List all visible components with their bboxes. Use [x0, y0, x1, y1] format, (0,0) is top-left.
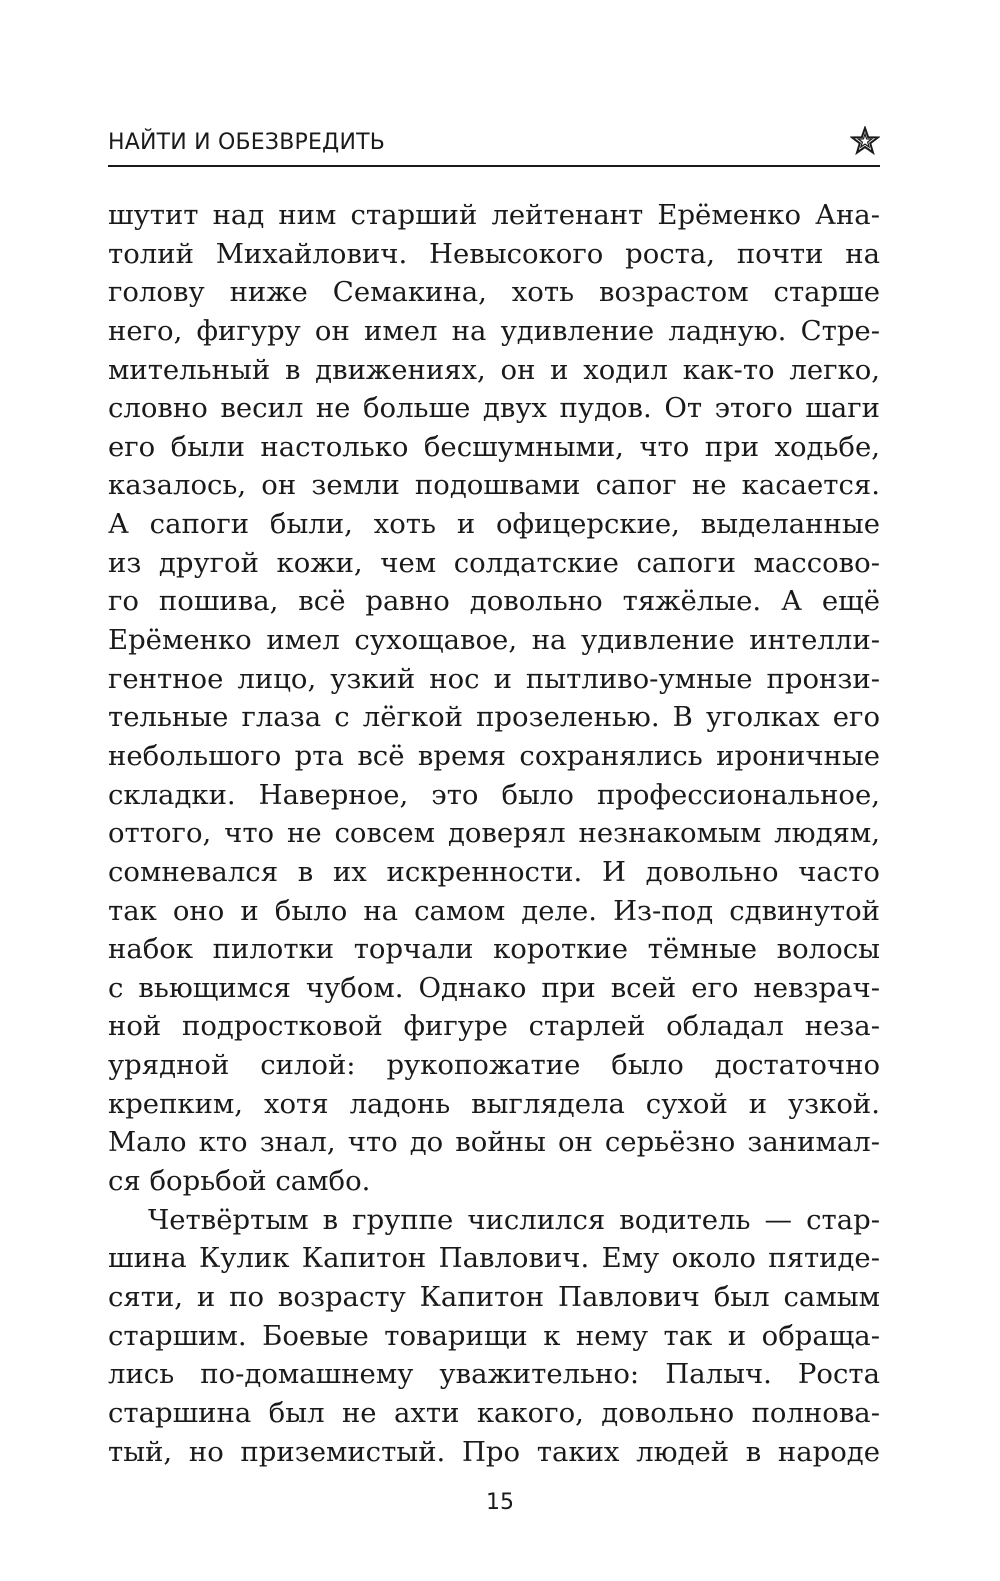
header-rule [108, 165, 880, 167]
text-line: голову ниже Семакина, хоть возрастом старше [108, 276, 880, 309]
text-line: складки. Наверное, это было профессиональное, [108, 778, 880, 811]
text-line: сяти, и по возрасту Капитон Павлович был самым [108, 1280, 880, 1313]
text-line: ся борьбой самбо. [108, 1165, 371, 1198]
text-line: ной подростковой фигуре старлей обладал неза- [108, 1010, 880, 1043]
body-text [108, 196, 880, 1471]
text-line: казалось, он земли подошвами сапог не касается. [108, 469, 880, 502]
text-line: Четвёртым в группе числился водитель — стар- [148, 1203, 880, 1236]
text-line: шутит над ним старший лейтенант Ерёменко Ана- [108, 199, 880, 231]
text-line: шина Кулик Капитон Павлович. Ему около пятиде- [108, 1242, 880, 1275]
paragraph [108, 196, 880, 1201]
text-line: набок пилотки торчали короткие тёмные волосы [108, 933, 880, 966]
text-line: Мало кто знал, что до войны он серьёзно занимал- [108, 1126, 880, 1159]
text-line: тый, но приземистый. Про таких людей в народе [108, 1435, 880, 1468]
running-header [108, 126, 880, 166]
text-line: небольшого рта всё время сохранялись ироничные [108, 739, 880, 772]
text-line: оттого, что не совсем доверял незнакомым людям, [108, 817, 880, 850]
text-line: старшим. Боевые товарищи к нему так и обраща- [108, 1319, 880, 1352]
text-line: гентное лицо, узкий нос и пытливо-умные пронзи- [108, 662, 880, 695]
text-line: его были настолько бесшумными, что при ходьбе, [108, 430, 880, 463]
running-header-title: НАЙТИ И ОБЕЗВРЕДИТЬ [108, 130, 386, 155]
text-line: крепким, хотя ладонь выглядела сухой и узкой. [108, 1087, 880, 1120]
text-line: урядной силой: рукопожатие было достаточно [108, 1049, 880, 1082]
text-line: так оно и было на самом деле. Из-под сдвинутой [108, 894, 880, 927]
text-line: него, фигуру он имел на удивление ладную. Стре- [108, 314, 880, 347]
text-line: старшина был не ахти какого, довольно полнова- [108, 1396, 880, 1429]
star-outline-icon-svg [850, 126, 880, 156]
paragraph [108, 1201, 880, 1471]
text-line: лись по-домашнему уважительно: Палыч. Роста [108, 1358, 880, 1391]
text-line: из другой кожи, чем солдатские сапоги массово- [108, 546, 880, 579]
text-line: тельные глаза с лёгкой прозеленью. В уголках его [108, 701, 880, 734]
text-line: толий Михайлович. Невысокого роста, почти на [108, 237, 880, 270]
text-line: с вьющимся чубом. Однако при всей его невзрач- [108, 971, 880, 1004]
text-line: го пошива, всё равно довольно тяжёлые. А ещё [108, 585, 880, 618]
text-line: Ерёменко имел сухощавое, на удивление интелли- [108, 624, 880, 657]
star-outline-icon [850, 126, 880, 156]
text-line: словно весил не больше двух пудов. От этого шаги [108, 392, 880, 425]
text-line: А сапоги были, хоть и офицерские, выделанные [108, 508, 880, 541]
text-line: сомневался в их искренности. И довольно часто [108, 855, 880, 888]
text-line: мительный в движениях, он и ходил как-то легко, [108, 353, 880, 386]
page-number: 15 [486, 1490, 514, 1515]
